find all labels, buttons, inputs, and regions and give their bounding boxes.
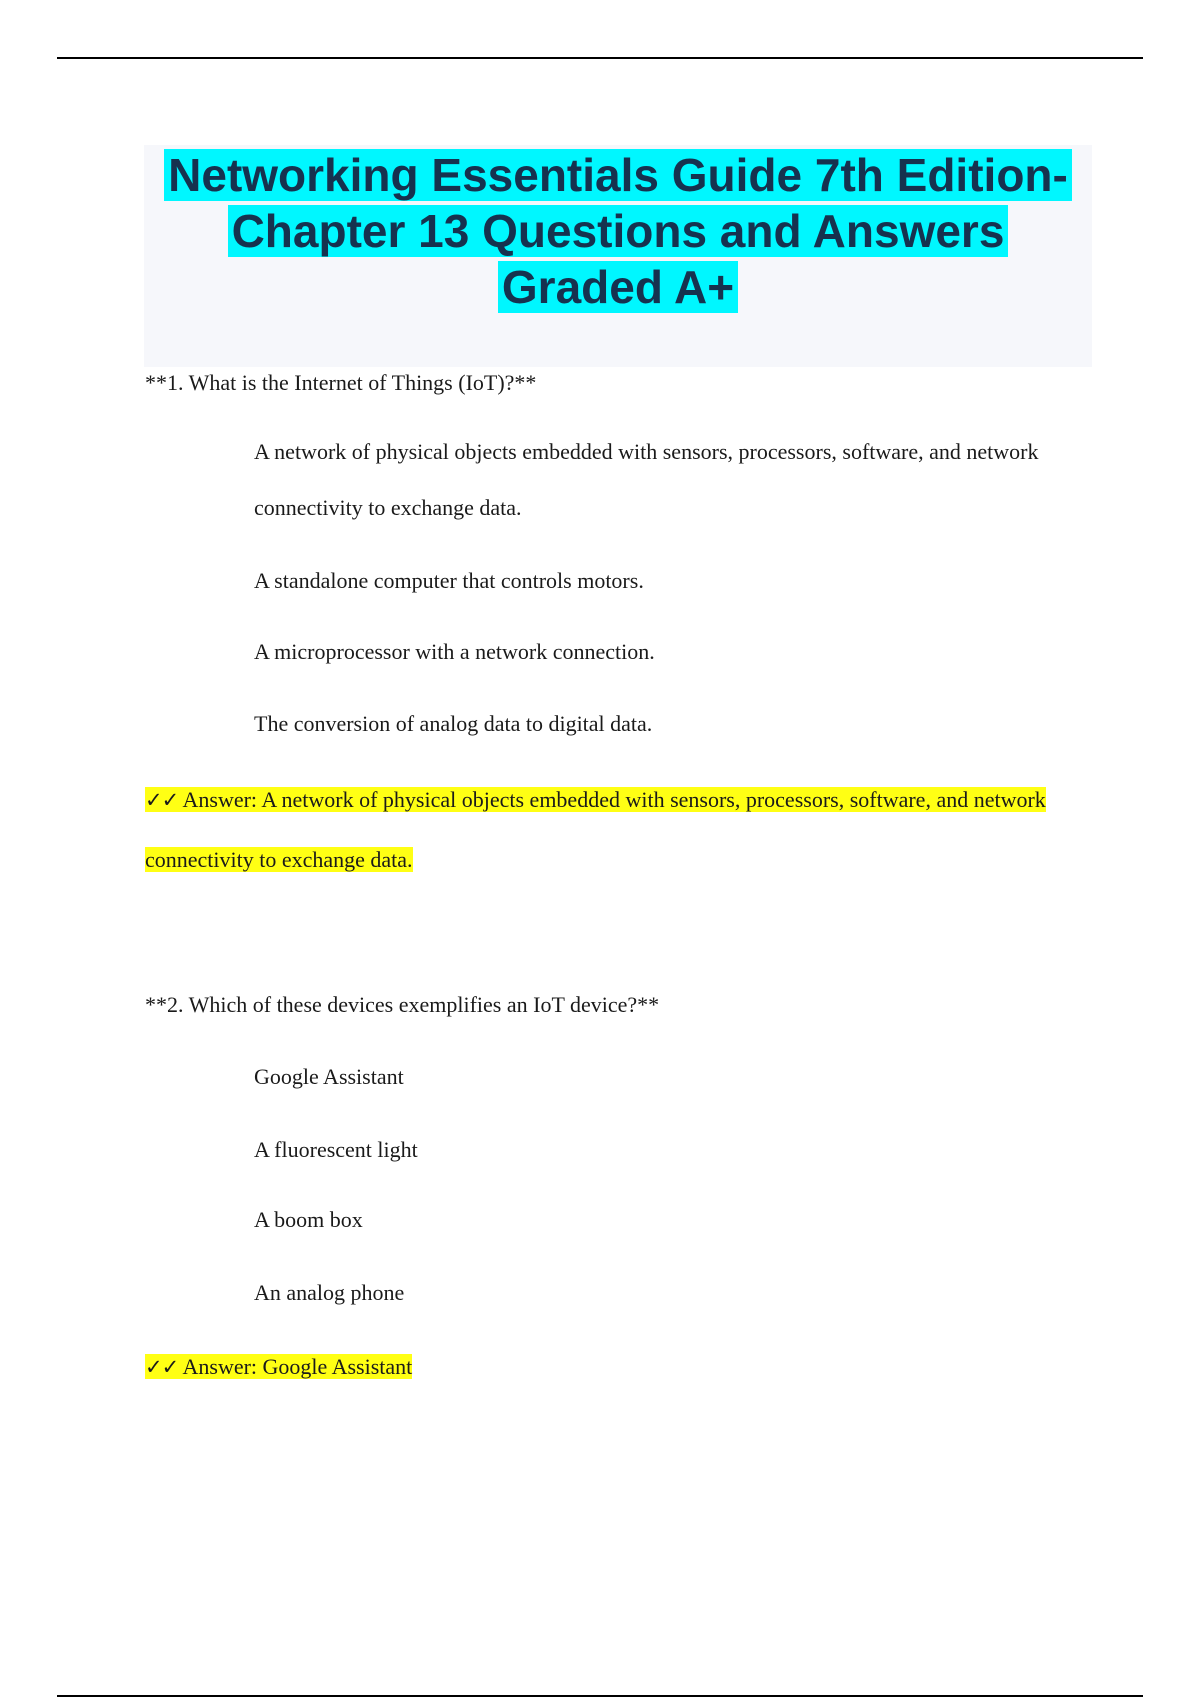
- question-2-option-3: A boom box: [254, 1207, 363, 1232]
- question-1-option-3: A microprocessor with a network connection.: [254, 639, 655, 664]
- question-1-option-4: The conversion of analog data to digital data.: [254, 711, 653, 736]
- question-1-answer-text: Answer: A network of physical objects embedded with sensors, processors, software, and network connectivity to exchange data.: [145, 787, 1046, 872]
- question-2: **2. Which of these devices exemplifies an IoT device?**: [145, 992, 660, 1017]
- question-1-option-2: A standalone computer that controls motors.: [254, 568, 644, 593]
- title-block: [144, 145, 1092, 367]
- question-1-option-1: A network of physical objects embedded with sensors, processors, software, and network connectivity to exchange data.: [254, 439, 1039, 520]
- question-2-option-2: A fluorescent light: [254, 1137, 418, 1162]
- document-title-text: Networking Essentials Guide 7th Edition- Chapter 13 Questions and Answers Graded A+: [164, 149, 1072, 313]
- question-1-answer: [145, 770, 1095, 890]
- question-2-option-1: Google Assistant: [254, 1064, 404, 1089]
- question-2-option-4: An analog phone: [254, 1280, 405, 1305]
- question-1: **1. What is the Internet of Things (IoT)?**: [145, 370, 537, 395]
- check-icon: ✓✓: [145, 788, 179, 812]
- footer-rule: [57, 1695, 1143, 1697]
- question-2-answer: [145, 1337, 1095, 1397]
- check-icon: ✓✓: [145, 1355, 179, 1379]
- header-rule: [57, 57, 1143, 59]
- document-title: [144, 145, 1092, 315]
- question-2-answer-text: Answer: Google Assistant: [182, 1354, 413, 1379]
